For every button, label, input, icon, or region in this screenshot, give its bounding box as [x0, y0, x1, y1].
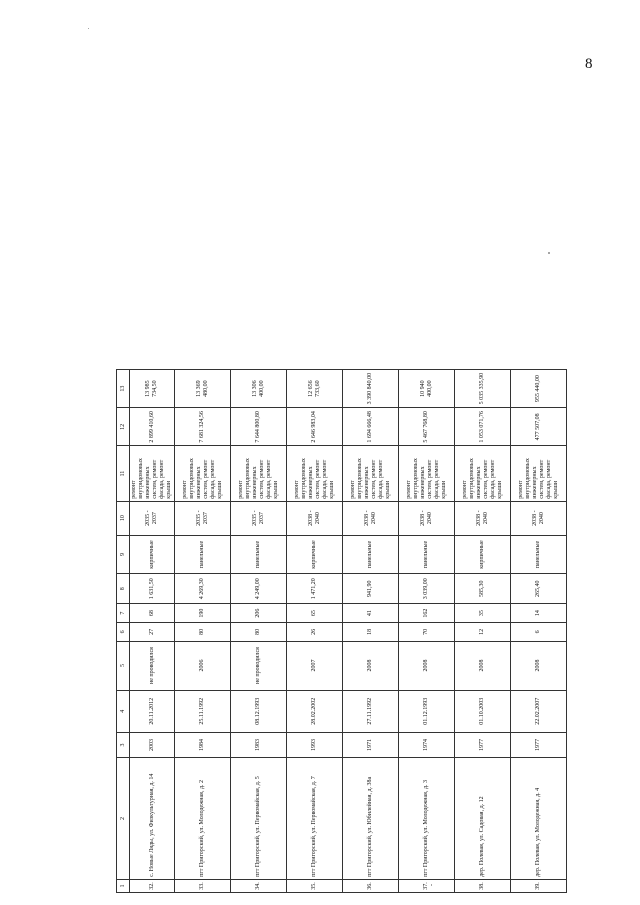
date-cell: 27.11.1992 [343, 690, 399, 732]
address-cell: дер. Полевая, ул. Молодежная, д. 4 [511, 758, 567, 880]
fund-cell: 10 940 400,00 [399, 370, 455, 408]
works-cell: ремонт внутридомовых инженерных систем, ремонт фасада, ремонт крыши [343, 446, 399, 501]
flats-cell: 70 [399, 623, 455, 641]
address-cell: пгт Пригорский, ул. Юбилейная, д. 38а [343, 758, 399, 880]
header-row [117, 370, 130, 893]
year-built-cell: 1977 [511, 732, 567, 757]
fund-cell: 13 369 480,00 [175, 370, 231, 408]
header-cell: 3 [117, 732, 130, 757]
cost-cell: 477 507,08 [511, 408, 567, 446]
header-cell: 12 [117, 408, 130, 446]
row-number: 35. [287, 879, 343, 892]
table-row [175, 370, 231, 893]
address-cell: дер. Полевая, ул. Садовая, д. 12 [455, 758, 511, 880]
table-row [455, 370, 511, 893]
flats-cell: 80 [175, 623, 231, 641]
date-cell: 01.12.1993 [399, 690, 455, 732]
header-cell: 1 [117, 879, 130, 892]
register-table [116, 369, 567, 893]
area-cell: 1 471,20 [287, 574, 343, 604]
cost-cell: 7 681 324,56 [175, 408, 231, 446]
last-repair-cell: 2006 [175, 641, 231, 690]
header-cell: 8 [117, 574, 130, 604]
fund-cell: 13 985 734,50 [130, 370, 175, 408]
works-cell: ремонт внутридомовых инженерных систем, ремонт фасада, ремонт крыши [399, 446, 455, 501]
residents-cell: 68 [130, 603, 175, 622]
date-cell: 22.02.2007 [511, 690, 567, 732]
wall-type-cell: кирпичные [287, 535, 343, 574]
area-cell: 265,40 [511, 574, 567, 604]
header-cell: 2 [117, 758, 130, 880]
year-built-cell: 1971 [343, 732, 399, 757]
residents-cell: 41 [343, 603, 399, 622]
flats-cell: 18 [343, 623, 399, 641]
row-number: 36. [343, 879, 399, 892]
date-cell: 01.10.2003 [455, 690, 511, 732]
row-number: 38. [455, 879, 511, 892]
address-cell: пгт Пригорский, ул. Первомайская, д. 5 [231, 758, 287, 880]
area-cell: 4 249,00 [231, 574, 287, 604]
fund-cell: 3 390 840,00 [343, 370, 399, 408]
header-cell: 10 [117, 501, 130, 535]
last-repair-cell: не проводился [231, 641, 287, 690]
period-cell: 2035 - 2037 [130, 501, 175, 535]
period-cell: 2038 - 2040 [399, 501, 455, 535]
works-cell: ремонт внутридомовых инженерных систем, ремонт фасада, ремонт крыши [175, 446, 231, 501]
header-cell: 9 [117, 535, 130, 574]
header-cell: 13 [117, 370, 130, 408]
last-repair-cell: 2008 [399, 641, 455, 690]
header-cell: 4 [117, 690, 130, 732]
year-built-cell: 1993 [287, 732, 343, 757]
last-repair-cell: 2008 [511, 641, 567, 690]
cost-cell: 2 899 410,60 [130, 408, 175, 446]
flats-cell: 80 [231, 623, 287, 641]
page-number: 8 [585, 56, 593, 72]
period-cell: 2038 - 2040 [511, 501, 567, 535]
works-cell: ремонт внутридомовых инженерных систем, ремонт фасада, ремонт крыши [455, 446, 511, 501]
address-cell: пгт Пригорский, ул. Молодежная, д. 2 [175, 758, 231, 880]
area-cell: 941,90 [343, 574, 399, 604]
area-cell: 4 269,30 [175, 574, 231, 604]
year-built-cell: 1974 [399, 732, 455, 757]
works-cell: ремонт внутридомовых инженерных систем, ремонт фасада, ремонт крыши [130, 446, 175, 501]
scan-speck [431, 884, 432, 886]
fund-cell: 13 306 400,00 [231, 370, 287, 408]
wall-type-cell: панельные [343, 535, 399, 574]
year-built-cell: 1977 [455, 732, 511, 757]
row-number: 32. [130, 879, 175, 892]
fund-cell: 955 440,00 [511, 370, 567, 408]
date-cell: 20.11.2012 [130, 690, 175, 732]
table-row [343, 370, 399, 893]
date-cell: 28.02.2002 [287, 690, 343, 732]
flats-cell: 6 [511, 623, 567, 641]
row-number: 34. [231, 879, 287, 892]
flats-cell: 12 [455, 623, 511, 641]
address-cell: с. Новые Ляды, ул. Физкультурная, д. 14 [130, 758, 175, 880]
period-cell: 2038 - 2040 [455, 501, 511, 535]
last-repair-cell: 2008 [455, 641, 511, 690]
row-number: 39. [511, 879, 567, 892]
residents-cell: 14 [511, 603, 567, 622]
table-row [231, 370, 287, 893]
wall-type-cell: панельные [175, 535, 231, 574]
date-cell: 08.12.1993 [231, 690, 287, 732]
last-repair-cell: не проводился [130, 641, 175, 690]
flats-cell: 26 [287, 623, 343, 641]
date-cell: 25.11.1992 [175, 690, 231, 732]
residents-cell: 190 [175, 603, 231, 622]
row-number: 33. [175, 879, 231, 892]
works-cell: ремонт внутридомовых инженерных систем, ремонт фасада, ремонт крыши [511, 446, 567, 501]
year-built-cell: 1984 [175, 732, 231, 757]
year-built-cell: 2003 [130, 732, 175, 757]
period-cell: 2035 - 2037 [231, 501, 287, 535]
residents-cell: 65 [287, 603, 343, 622]
works-cell: ремонт внутридомовых инженерных систем, ремонт фасада, ремонт крыши [231, 446, 287, 501]
residents-cell: 35 [455, 603, 511, 622]
header-cell: 6 [117, 623, 130, 641]
table-row [130, 370, 175, 893]
rotated-table-wrapper [116, 369, 567, 893]
address-cell: пгт Пригорский, ул. Молодежная, д. 3 [399, 758, 455, 880]
cost-cell: 1 053 071,76 [455, 408, 511, 446]
area-cell: 585,30 [455, 574, 511, 604]
flats-cell: 27 [130, 623, 175, 641]
scan-speck [548, 252, 550, 254]
fund-cell: 5 035 335,90 [455, 370, 511, 408]
header-cell: 7 [117, 603, 130, 622]
table-row [511, 370, 567, 893]
wall-type-cell: панельные [231, 535, 287, 574]
cost-cell: 2 646 983,04 [287, 408, 343, 446]
table-row [287, 370, 343, 893]
area-cell: 1 631,50 [130, 574, 175, 604]
residents-cell: 206 [231, 603, 287, 622]
cost-cell: 1 694 666,48 [343, 408, 399, 446]
period-cell: 2038 - 2040 [287, 501, 343, 535]
wall-type-cell: кирпичные [455, 535, 511, 574]
residents-cell: 162 [399, 603, 455, 622]
fund-cell: 12 656 733,60 [287, 370, 343, 408]
address-cell: пгт Пригорский, ул. Первомайская, д. 7 [287, 758, 343, 880]
cost-cell: 5 467 768,80 [399, 408, 455, 446]
wall-type-cell: панельные [511, 535, 567, 574]
area-cell: 3 039,00 [399, 574, 455, 604]
wall-type-cell: панельные [399, 535, 455, 574]
period-cell: 2038 - 2040 [343, 501, 399, 535]
period-cell: 2035 - 2037 [175, 501, 231, 535]
header-cell: 5 [117, 641, 130, 690]
last-repair-cell: 2007 [287, 641, 343, 690]
year-built-cell: 1983 [231, 732, 287, 757]
table-row [399, 370, 455, 893]
row-number: 37. [399, 879, 455, 892]
header-cell: 11 [117, 446, 130, 501]
last-repair-cell: 2008 [343, 641, 399, 690]
scan-speck [88, 28, 89, 29]
wall-type-cell: кирпичные [130, 535, 175, 574]
works-cell: ремонт внутридомовых инженерных систем, ремонт фасада, ремонт крыши [287, 446, 343, 501]
cost-cell: 7 644 800,80 [231, 408, 287, 446]
